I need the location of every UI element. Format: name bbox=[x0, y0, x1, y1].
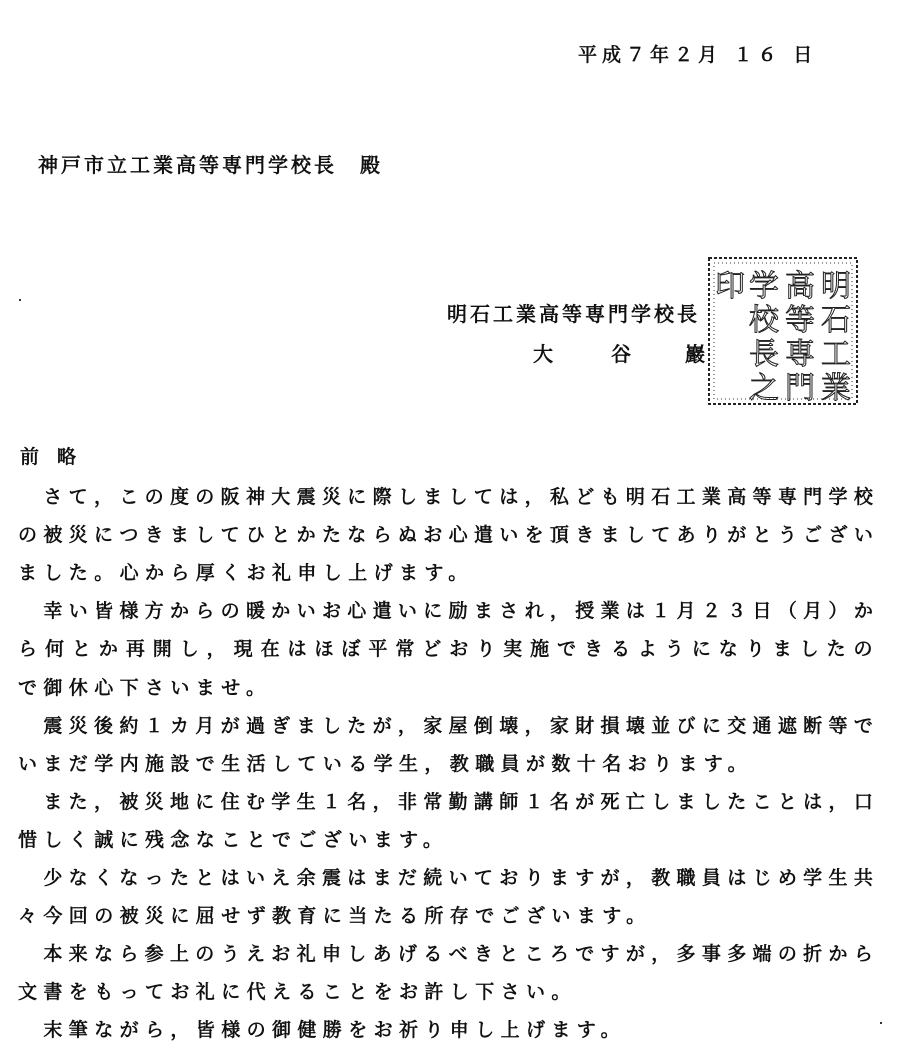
body-line: ま た ， 被 災 地 に 住 む 学 生 １ 名 ， 非 常 勤 講 師 １ 名 が 死 亡 し ま し た こ と は ， 口 bbox=[43, 790, 873, 813]
body-line: の 被 災 に つ き ま し て ひ と か た な ら ぬ お 心 遣 い を 頂 き ま し て あ り が と う ご ざ い bbox=[18, 524, 873, 547]
salutation: 前略 bbox=[20, 446, 95, 468]
svg-text:高: 高 bbox=[785, 269, 815, 304]
svg-text:之: 之 bbox=[749, 371, 779, 406]
body-line: で御休心下さいませ。 bbox=[18, 676, 272, 699]
svg-text:工: 工 bbox=[821, 337, 851, 372]
body-line: 惜しく誠に残念なことでございます。 bbox=[18, 828, 449, 851]
svg-text:明: 明 bbox=[821, 269, 851, 304]
body-line: 文書をもってお礼に代えることをお許し下さい。 bbox=[18, 981, 577, 1004]
scan-speck bbox=[880, 1022, 882, 1024]
official-seal bbox=[703, 252, 863, 410]
body-line: 少 な く な っ た と は い え 余 震 は ま だ 続 い て お り ま す が ， 教 職 員 は じ め 学 生 共 bbox=[43, 867, 873, 889]
body-line: 幸 い 皆 様 方 か ら の 暖 か い お 心 遣 い に 励 ま さ れ ， 授 業 は １ 月 ２ ３ 日 （ 月 ） か bbox=[43, 600, 873, 623]
sender-name-part: 谷 bbox=[611, 342, 631, 366]
svg-text:学: 学 bbox=[749, 269, 779, 304]
scan-speck bbox=[19, 299, 21, 301]
body-line: 々今回の被災に屈せず教育に当たる所存でございます。 bbox=[18, 905, 652, 928]
body-line: 震 災 後 約 １ カ 月 が 過 ぎ ま し た が ， 家 屋 倒 壊 ， 家 財 損 壊 並 び に 交 通 遮 断 等 で bbox=[43, 714, 873, 737]
body-line: 本 来 な ら 参 上 の う え お 礼 申 し あ げ る べ き と こ ろ で す が ， 多 事 多 端 の 折 か ら bbox=[43, 943, 873, 966]
body-line: いまだ学内施設で生活している学生，教職員が数十名おります。 bbox=[18, 752, 754, 775]
svg-text:長: 長 bbox=[749, 337, 779, 372]
sender-name bbox=[533, 338, 705, 367]
svg-text:専: 専 bbox=[785, 337, 815, 372]
svg-text:等: 等 bbox=[785, 303, 815, 338]
svg-text:印: 印 bbox=[715, 269, 745, 304]
sender-organization: 明石工業高等専門学校長 bbox=[447, 302, 700, 326]
svg-text:校: 校 bbox=[749, 303, 779, 338]
letter-date: 平成７年２月 １６ 日 bbox=[578, 44, 818, 66]
svg-text:業: 業 bbox=[821, 371, 851, 406]
body-line: さ て ， こ の 度 の 阪 神 大 震 災 に 際 し ま し て は ， 私 ど も 明 石 工 業 高 等 専 門 学 校 bbox=[43, 486, 873, 508]
svg-text:門: 門 bbox=[785, 371, 815, 406]
body-line: ました。心から厚くお礼申し上げます。 bbox=[18, 562, 474, 585]
addressee: 神戸市立工業高等専門学校長 殿 bbox=[38, 153, 383, 177]
svg-text:石: 石 bbox=[821, 303, 851, 338]
body-line: 末筆ながら，皆様の御健勝をお祈り申し上げます。 bbox=[18, 1019, 627, 1042]
sender-name-part: 巖 bbox=[685, 342, 705, 366]
body-line: ら 何 と か 再 開 し ， 現 在 は ほ ぼ 平 常 ど お り 実 施 で き る よ う に な り ま し た の bbox=[18, 638, 873, 661]
sender-name-part: 大 bbox=[533, 342, 553, 366]
